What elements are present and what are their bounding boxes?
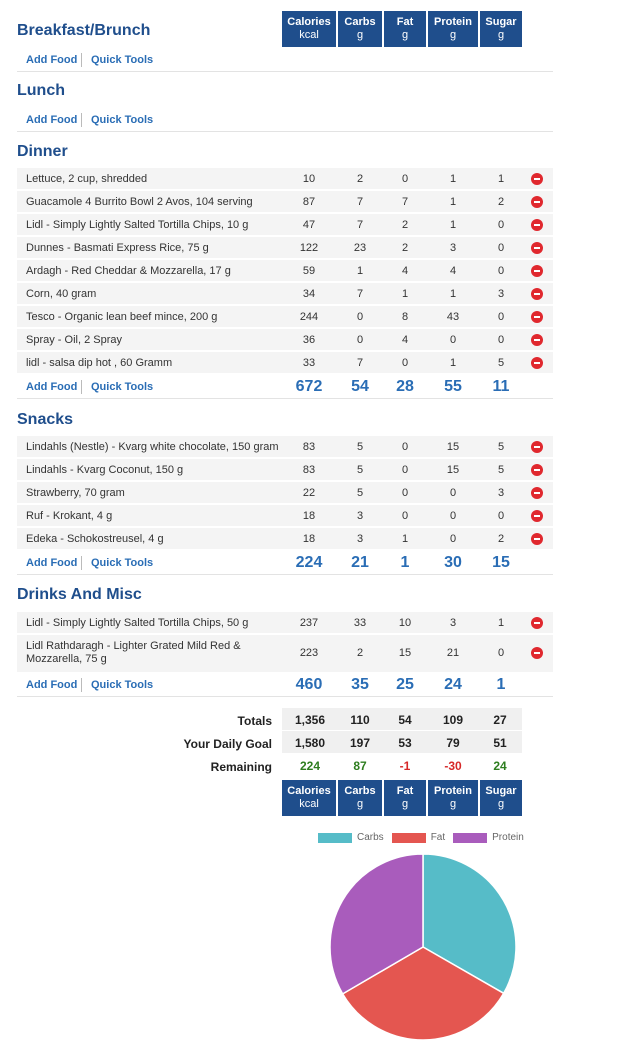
quick-tools-link[interactable]: Quick Tools bbox=[91, 679, 154, 691]
food-name[interactable]: Lidl - Simply Lightly Salted Tortilla Chips, 50 g bbox=[26, 617, 249, 629]
food-sugar: 0 bbox=[497, 311, 505, 323]
delete-entry-icon[interactable] bbox=[531, 533, 543, 545]
header-label: Fat bbox=[396, 16, 414, 28]
food-sugar: 5 bbox=[497, 464, 505, 476]
food-entry-row[interactable] bbox=[17, 459, 553, 481]
food-protein: 0 bbox=[449, 533, 457, 545]
column-header-top bbox=[282, 11, 524, 47]
food-fat: 0 bbox=[401, 441, 409, 453]
link-divider bbox=[81, 556, 82, 570]
food-name[interactable]: Corn, 40 gram bbox=[26, 288, 97, 300]
legend-item[interactable] bbox=[392, 832, 445, 843]
food-carbs: 5 bbox=[356, 464, 364, 476]
summary-sugar: 27 bbox=[493, 713, 507, 727]
summary-protein: -30 bbox=[444, 759, 462, 773]
header-carbs bbox=[338, 780, 382, 816]
header-sugar bbox=[480, 780, 522, 816]
column-header-bottom bbox=[282, 780, 524, 816]
food-calories: 18 bbox=[302, 510, 316, 522]
food-entry-row[interactable] bbox=[17, 168, 553, 190]
header-calories bbox=[282, 780, 336, 816]
header-label: Protein bbox=[434, 16, 472, 28]
food-carbs: 33 bbox=[353, 617, 367, 629]
food-fat: 8 bbox=[401, 311, 409, 323]
food-sugar: 5 bbox=[497, 441, 505, 453]
header-calories bbox=[282, 11, 336, 47]
meal-title: Lunch bbox=[17, 82, 65, 99]
summary-calories: 1,356 bbox=[294, 713, 326, 727]
food-carbs: 0 bbox=[356, 311, 364, 323]
food-fat: 7 bbox=[401, 196, 409, 208]
food-fat: 4 bbox=[401, 265, 409, 277]
food-entry-row[interactable] bbox=[17, 482, 553, 504]
food-fat: 2 bbox=[401, 219, 409, 231]
meal-total-carbs: 54 bbox=[351, 378, 369, 395]
food-fat: 10 bbox=[398, 617, 412, 629]
food-calories: 83 bbox=[302, 464, 316, 476]
food-calories: 36 bbox=[302, 334, 316, 346]
meal-total-calories: 224 bbox=[295, 554, 323, 571]
food-entry-row[interactable] bbox=[17, 214, 553, 236]
food-name[interactable]: Ruf - Krokant, 4 g bbox=[26, 510, 113, 522]
add-food-link[interactable]: Add Food bbox=[26, 381, 78, 393]
food-fat: 2 bbox=[401, 242, 409, 254]
meal-title: Dinner bbox=[17, 143, 68, 160]
meal-title: Drinks And Misc bbox=[17, 586, 142, 603]
legend-label: Fat bbox=[430, 832, 446, 843]
quick-tools-link[interactable]: Quick Tools bbox=[91, 114, 154, 126]
meal-total-sugar: 1 bbox=[496, 676, 506, 693]
header-protein bbox=[428, 11, 478, 47]
header-unit: g bbox=[401, 798, 409, 810]
header-unit: g bbox=[449, 29, 457, 41]
delete-entry-icon[interactable] bbox=[531, 464, 543, 476]
food-calories: 87 bbox=[302, 196, 316, 208]
food-name[interactable]: Edeka - Schokostreusel, 4 g bbox=[26, 533, 164, 545]
food-protein: 3 bbox=[449, 617, 457, 629]
add-food-link[interactable]: Add Food bbox=[26, 679, 78, 691]
summary-protein: 79 bbox=[446, 736, 460, 750]
summary-carbs: 87 bbox=[353, 759, 367, 773]
food-name[interactable]: Lettuce, 2 cup, shredded bbox=[26, 173, 148, 185]
header-label: Calories bbox=[287, 16, 331, 28]
food-calories: 83 bbox=[302, 441, 316, 453]
add-food-link[interactable]: Add Food bbox=[26, 114, 78, 126]
food-fat: 0 bbox=[401, 173, 409, 185]
delete-entry-icon[interactable] bbox=[531, 288, 543, 300]
food-fat: 0 bbox=[401, 487, 409, 499]
food-calories: 22 bbox=[302, 487, 316, 499]
summary-label: Totals bbox=[237, 714, 272, 728]
food-carbs: 5 bbox=[356, 441, 364, 453]
food-calories: 47 bbox=[302, 219, 316, 231]
link-divider bbox=[81, 380, 82, 394]
meal-total-protein: 30 bbox=[444, 554, 462, 571]
food-sugar: 3 bbox=[497, 487, 505, 499]
food-entry-row[interactable] bbox=[17, 283, 553, 305]
food-sugar: 0 bbox=[497, 510, 505, 522]
summary-fat: -1 bbox=[399, 759, 411, 773]
legend-label: Protein bbox=[492, 832, 524, 843]
delete-entry-icon[interactable] bbox=[531, 617, 543, 629]
header-sugar bbox=[480, 11, 522, 47]
header-unit: g bbox=[401, 29, 409, 41]
meal-total-protein: 55 bbox=[444, 378, 462, 395]
meal-total-carbs: 35 bbox=[351, 676, 369, 693]
meal-total-sugar: 11 bbox=[492, 378, 510, 395]
summary-calories: 1,580 bbox=[294, 736, 326, 750]
food-carbs: 1 bbox=[356, 265, 364, 277]
food-carbs: 7 bbox=[356, 196, 364, 208]
food-sugar: 5 bbox=[497, 357, 505, 369]
food-entry-row[interactable] bbox=[17, 329, 553, 351]
add-food-link[interactable]: Add Food bbox=[26, 557, 78, 569]
summary-fat: 54 bbox=[398, 713, 412, 727]
delete-entry-icon[interactable] bbox=[531, 219, 543, 231]
food-sugar: 0 bbox=[497, 242, 505, 254]
meal-total-sugar: 15 bbox=[492, 554, 510, 571]
delete-entry-icon[interactable] bbox=[531, 196, 543, 208]
food-entry-row[interactable] bbox=[17, 306, 553, 328]
food-sugar: 1 bbox=[497, 617, 505, 629]
food-name[interactable]: Lidl Rathdaragh - Lighter Grated Mild Red & Mozzarella, 75 g bbox=[26, 640, 241, 665]
chart-legend bbox=[318, 832, 532, 843]
food-protein: 15 bbox=[446, 464, 460, 476]
food-protein: 0 bbox=[449, 334, 457, 346]
summary-label: Remaining bbox=[210, 760, 272, 774]
food-entry-row[interactable] bbox=[17, 528, 553, 550]
food-sugar: 1 bbox=[497, 173, 505, 185]
food-name[interactable]: Strawberry, 70 gram bbox=[26, 487, 125, 499]
legend-swatch bbox=[318, 833, 352, 843]
meal-total-fat: 1 bbox=[400, 554, 410, 571]
food-name[interactable]: Lindahls - Kvarg Coconut, 150 g bbox=[26, 464, 184, 476]
meal-title: Breakfast/Brunch bbox=[17, 22, 151, 39]
food-name[interactable]: Tesco - Organic lean beef mince, 200 g bbox=[26, 311, 218, 323]
food-carbs: 7 bbox=[356, 219, 364, 231]
link-divider bbox=[81, 678, 82, 692]
header-protein bbox=[428, 780, 478, 816]
summary-protein: 109 bbox=[442, 713, 464, 727]
delete-entry-icon[interactable] bbox=[531, 487, 543, 499]
delete-entry-icon[interactable] bbox=[531, 441, 543, 453]
food-calories: 34 bbox=[302, 288, 316, 300]
food-fat: 15 bbox=[398, 647, 412, 659]
food-carbs: 7 bbox=[356, 288, 364, 300]
header-unit: g bbox=[497, 798, 505, 810]
food-protein: 1 bbox=[449, 173, 457, 185]
food-calories: 122 bbox=[299, 242, 319, 254]
food-fat: 4 bbox=[401, 334, 409, 346]
header-fat bbox=[384, 11, 426, 47]
legend-item[interactable] bbox=[318, 832, 384, 843]
legend-swatch bbox=[392, 833, 426, 843]
food-calories: 33 bbox=[302, 357, 316, 369]
food-carbs: 3 bbox=[356, 533, 364, 545]
food-calories: 59 bbox=[302, 265, 316, 277]
meal-total-fat: 28 bbox=[396, 378, 414, 395]
food-carbs: 23 bbox=[353, 242, 367, 254]
meal-title: Snacks bbox=[17, 411, 74, 428]
macro-pie-chart bbox=[328, 852, 518, 1042]
summary-sugar: 51 bbox=[493, 736, 507, 750]
food-sugar: 0 bbox=[497, 647, 505, 659]
header-fat bbox=[384, 780, 426, 816]
header-unit: kcal bbox=[299, 798, 319, 810]
summary-sugar: 24 bbox=[493, 759, 507, 773]
header-unit: g bbox=[356, 29, 364, 41]
meal-links-totals bbox=[17, 551, 553, 575]
food-protein: 1 bbox=[449, 288, 457, 300]
quick-tools-link[interactable]: Quick Tools bbox=[91, 557, 154, 569]
meal-total-protein: 24 bbox=[444, 676, 462, 693]
delete-entry-icon[interactable] bbox=[531, 311, 543, 323]
meal-links-totals bbox=[17, 673, 553, 697]
meal-total-calories: 460 bbox=[295, 676, 323, 693]
food-calories: 244 bbox=[299, 311, 319, 323]
link-divider bbox=[81, 113, 82, 127]
summary-calories: 224 bbox=[299, 759, 321, 773]
food-fat: 0 bbox=[401, 464, 409, 476]
food-protein: 15 bbox=[446, 441, 460, 453]
food-sugar: 2 bbox=[497, 196, 505, 208]
food-name[interactable]: Lindahls (Nestle) - Kvarg white chocolate, 150 gram bbox=[26, 441, 279, 453]
food-protein: 1 bbox=[449, 219, 457, 231]
food-protein: 0 bbox=[449, 510, 457, 522]
food-carbs: 3 bbox=[356, 510, 364, 522]
food-name[interactable]: Ardagh - Red Cheddar & Mozzarella, 17 g bbox=[26, 265, 231, 277]
food-name[interactable]: Dunnes - Basmati Express Rice, 75 g bbox=[26, 242, 209, 254]
summary-carbs: 110 bbox=[350, 713, 370, 727]
summary-totals-row bbox=[0, 708, 640, 731]
food-sugar: 2 bbox=[497, 533, 505, 545]
delete-entry-icon[interactable] bbox=[531, 334, 543, 346]
header-label: Fat bbox=[396, 785, 414, 797]
food-calories: 10 bbox=[302, 173, 316, 185]
food-entry-row[interactable] bbox=[17, 352, 553, 374]
meal-links-totals bbox=[17, 375, 553, 399]
food-protein: 4 bbox=[449, 265, 457, 277]
meal-total-fat: 25 bbox=[396, 676, 414, 693]
food-name[interactable]: Spray - Oil, 2 Spray bbox=[26, 334, 122, 346]
food-protein: 43 bbox=[446, 311, 460, 323]
delete-entry-icon[interactable] bbox=[531, 647, 543, 659]
summary-fat: 53 bbox=[398, 736, 412, 750]
food-carbs: 7 bbox=[356, 357, 364, 369]
header-unit: g bbox=[356, 798, 364, 810]
food-carbs: 2 bbox=[356, 647, 364, 659]
header-label: Carbs bbox=[344, 785, 376, 797]
meal-links bbox=[17, 108, 553, 132]
header-label: Sugar bbox=[485, 16, 517, 28]
meal-total-carbs: 21 bbox=[351, 554, 369, 571]
food-calories: 18 bbox=[302, 533, 316, 545]
meal-total-calories: 672 bbox=[295, 378, 323, 395]
header-unit: g bbox=[497, 29, 505, 41]
food-carbs: 2 bbox=[356, 173, 364, 185]
food-calories: 223 bbox=[299, 647, 319, 659]
summary-remaining-row bbox=[0, 754, 640, 777]
link-divider bbox=[81, 53, 82, 67]
summary-label: Your Daily Goal bbox=[183, 737, 272, 751]
food-carbs: 0 bbox=[356, 334, 364, 346]
food-fat: 0 bbox=[401, 510, 409, 522]
food-fat: 0 bbox=[401, 357, 409, 369]
header-carbs bbox=[338, 11, 382, 47]
meal-links bbox=[17, 48, 553, 72]
food-entry-row[interactable] bbox=[17, 237, 553, 259]
food-protein: 0 bbox=[449, 487, 457, 499]
summary-goal-row bbox=[0, 731, 640, 754]
header-label: Protein bbox=[434, 785, 472, 797]
food-protein: 1 bbox=[449, 357, 457, 369]
food-sugar: 0 bbox=[497, 219, 505, 231]
food-name[interactable]: lidl - salsa dip hot , 60 Gramm bbox=[26, 357, 173, 369]
legend-label: Carbs bbox=[357, 832, 384, 843]
delete-entry-icon[interactable] bbox=[531, 242, 543, 254]
delete-entry-icon[interactable] bbox=[531, 265, 543, 277]
food-entry-row[interactable] bbox=[17, 505, 553, 527]
delete-entry-icon[interactable] bbox=[531, 510, 543, 522]
legend-item[interactable] bbox=[453, 832, 524, 843]
quick-tools-link[interactable]: Quick Tools bbox=[91, 381, 154, 393]
summary-carbs: 197 bbox=[349, 736, 371, 750]
delete-entry-icon[interactable] bbox=[531, 357, 543, 369]
food-entry-row[interactable] bbox=[17, 436, 553, 458]
delete-entry-icon[interactable] bbox=[531, 173, 543, 185]
food-protein: 21 bbox=[446, 647, 460, 659]
header-label: Sugar bbox=[485, 785, 517, 797]
header-unit: kcal bbox=[299, 29, 319, 41]
food-entry-row[interactable] bbox=[17, 635, 553, 673]
header-label: Carbs bbox=[344, 16, 376, 28]
food-protein: 1 bbox=[449, 196, 457, 208]
food-entry-row[interactable] bbox=[17, 260, 553, 282]
food-fat: 1 bbox=[401, 533, 409, 545]
food-sugar: 3 bbox=[497, 288, 505, 300]
food-name[interactable]: Guacamole 4 Burrito Bowl 2 Avos, 104 serving bbox=[26, 196, 253, 208]
food-calories: 237 bbox=[299, 617, 319, 629]
food-name[interactable]: Lidl - Simply Lightly Salted Tortilla Chips, 10 g bbox=[26, 219, 249, 231]
quick-tools-link[interactable]: Quick Tools bbox=[91, 54, 154, 66]
food-sugar: 0 bbox=[497, 265, 505, 277]
header-label: Calories bbox=[287, 785, 331, 797]
food-sugar: 0 bbox=[497, 334, 505, 346]
legend-swatch bbox=[453, 833, 487, 843]
header-unit: g bbox=[449, 798, 457, 810]
food-protein: 3 bbox=[449, 242, 457, 254]
food-fat: 1 bbox=[401, 288, 409, 300]
food-entry-row[interactable] bbox=[17, 612, 553, 634]
food-carbs: 5 bbox=[356, 487, 364, 499]
food-entry-row[interactable] bbox=[17, 191, 553, 213]
add-food-link[interactable]: Add Food bbox=[26, 54, 78, 66]
